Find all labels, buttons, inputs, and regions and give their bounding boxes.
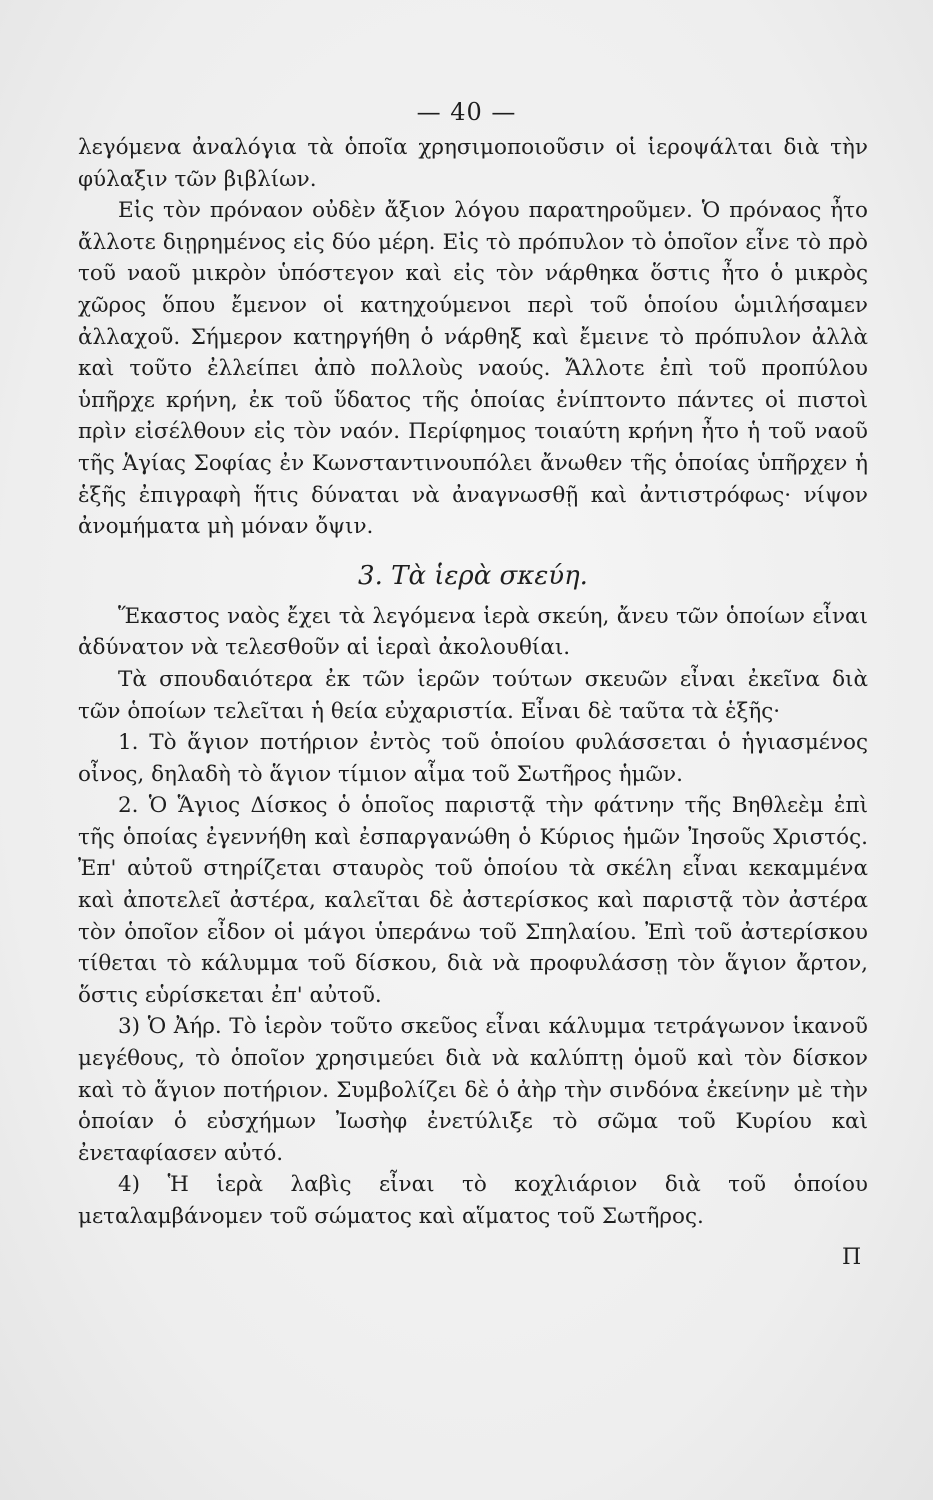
list-item-chalice: 1. Τὸ ἅγιον ποτήριον ἐντὸς τοῦ ὁποίου φυλάσσεται ὁ ἡγιασμένος οἶνος, δηλαδὴ τὸ ἅγιον τίμιον αἷμα τοῦ Σωτῆρος ἡμῶν. (78, 730, 868, 787)
list-item-aer: 3) Ὁ Ἀήρ. Τὸ ἱερὸν τοῦτο σκεῦος εἶναι κάλυμμα τετράγωνον ἱκανοῦ μεγέθους, τὸ ὁποῖον χρησιμεύει διὰ νὰ καλύπτῃ ὁμοῦ καὶ τὸν δίσκον καὶ τὸ ἅγιον ποτήριον. Συμβολίζει δὲ ὁ ἀὴρ τὴν σινδόνα ἐκείνην μὲ τὴν ὁποίαν ὁ εὐσχήμων Ἰωσὴφ ἐνετύλιξε τὸ σῶμα τοῦ Κυρίου καὶ ἐνεταφίασεν αὐτό. (78, 1014, 868, 1166)
paragraph-sacred-vessels: Ἕκαστος ναὸς ἔχει τὰ λεγόμενα ἱερὰ σκεύη, ἄνευ τῶν ὁποίων εἶναι ἀδύνατον νὰ τελεσθοῦν αἱ ἱεραὶ ἀκολουθίαι. (78, 603, 868, 661)
section-heading: 3. Τὰ ἱερὰ σκεύη. (358, 560, 588, 591)
paragraph-pronaos: Εἰς τὸν πρόναον οὐδὲν ἄξιον λόγου παρατηροῦμεν. Ὁ πρόναος ἦτο ἄλλοτε διῃρημένος εἰς δύο μέρη. Εἰς τὸ πρόπυλον τὸ ὁποῖον εἶνε τὸ πρὸ τοῦ ναοῦ μικρὸν ὑπόστεγον καὶ εἰς τὸν νάρθηκα ὅστις ἦτο ὁ μικρὸς χῶρος ὅπου ἔμενον οἱ κατηχούμενοι περὶ τοῦ ὁποίου ὡμιλήσαμεν ἀλλαχοῦ. Σήμερον κατηργήθη ὁ νάρθηξ καὶ ἔμεινε τὸ πρόπυλον ἀλλὰ καὶ τοῦτο ἐλλείπει ἀπὸ πολλοὺς ναούς. Ἄλλοτε ἐπὶ τοῦ προπύλου ὑπῆρχε κρήνη, ἐκ τοῦ ὕδατος τῆς ὁποίας ἐνίπτοντο πάντες οἱ πιστοὶ πρὶν εἰσέλθουν εἰς τὸν ναόν. Περίφημος τοιαύτη κρήνη ἦτο ἡ τοῦ ναοῦ τῆς Ἁγίας Σοφίας ἐν Κωνσταντινουπόλει ἄνωθεν τῆς ὁποίας ὑπῆρχεν ἡ ἑξῆς ἐπιγραφὴ ἥτις δύναται νὰ ἀναγνωσθῇ καὶ ἀντιστρόφως· νίψον ἀνομήματα μὴ μόναν ὄψιν. (78, 198, 868, 540)
list-item-paten: 2. Ὁ Ἅγιος Δίσκος ὁ ὁποῖος παριστᾷ τὴν φάτνην τῆς Βηθλεὲμ ἐπὶ τῆς ὁποίας ἐγεννήθη καὶ ἐσπαργανώθη ὁ Κύριος ἡμῶν Ἰησοῦς Χριστός. Ἐπ' αὐτοῦ στηρίζεται σταυρὸς τοῦ ὁποίου τὰ σκέλη εἶναι κεκαμμένα καὶ ἀποτελεῖ ἀστέρα, καλεῖται δὲ ἀστερίσκος καὶ παριστᾷ τὸν ἀστέρα τὸν ὁποῖον εἶδον οἱ μάγοι ὑπεράνω τοῦ Σπηλαίου. Ἐπὶ τοῦ ἀστερίσκου τίθεται τὸ κάλυμμα τοῦ δίσκου, διὰ νὰ προφυλάσσῃ τὸν ἅγιον ἄρτον, ὅστις εὑρίσκεται ἐπ' αὐτοῦ. (78, 793, 868, 1008)
paragraph-most-important: Τὰ σπουδαιότερα ἐκ τῶν ἱερῶν τούτων σκευῶν εἶναι ἐκεῖνα διὰ τῶν ὁποίων τελεῖται ἡ θεία εὐχαριστία. Εἶναι δὲ ταῦτα τὰ ἑξῆς· (78, 666, 868, 724)
list-item-spoon: 4) Ἡ ἱερὰ λαβὶς εἶναι τὸ κοχλιάριον διὰ τοῦ ὁποίου μεταλαμβάνομεν τοῦ σώματος καὶ αἵματος τοῦ Σωτῆρος. (78, 1172, 868, 1229)
paragraph-continuation: λεγόμενα ἀναλόγια τὰ ὁποῖα χρησιμοποιοῦσιν οἱ ἱεροψάλται διὰ τὴν φύλαξιν τῶν βιβλίων. (78, 135, 868, 192)
page-number: — 40 — (416, 98, 517, 126)
margin-letter: Π (842, 1245, 862, 1270)
page-body (78, 132, 868, 1233)
